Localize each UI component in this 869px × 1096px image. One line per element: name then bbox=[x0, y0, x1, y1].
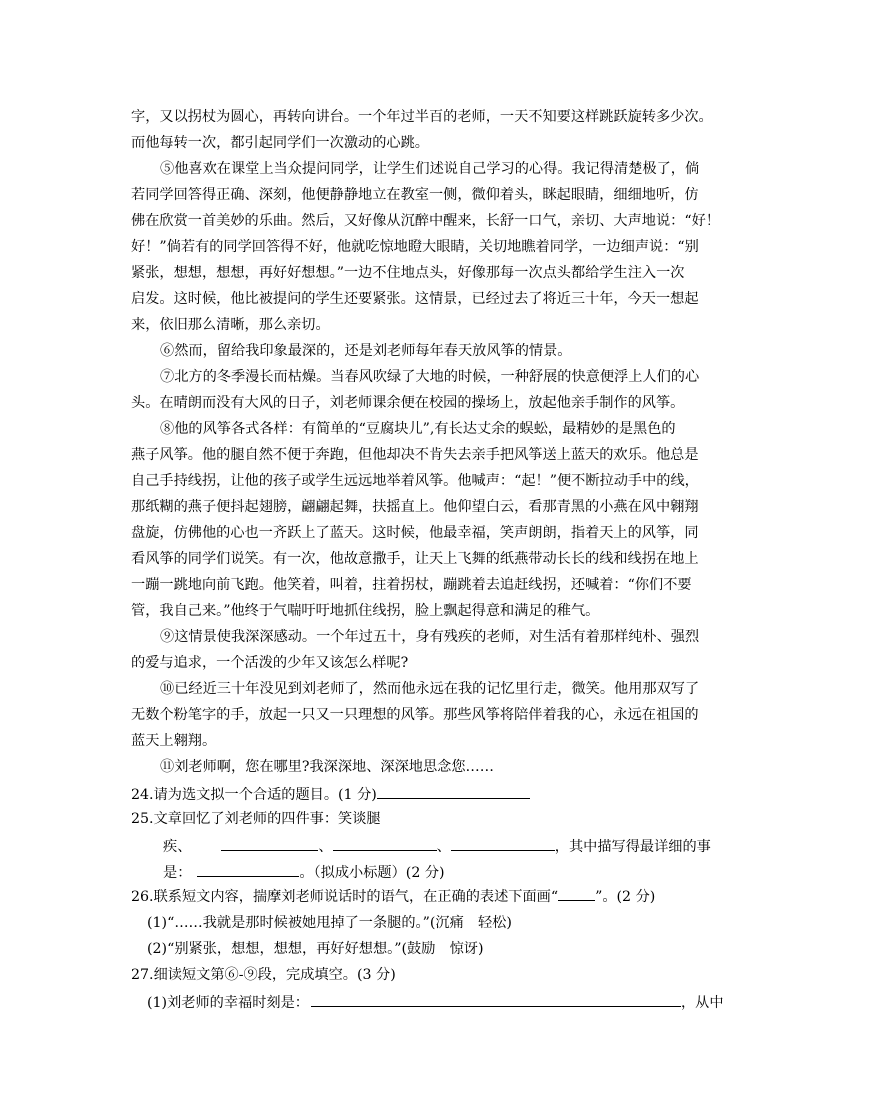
question-24 bbox=[131, 783, 530, 803]
question-25-line2 bbox=[163, 835, 711, 855]
underline-sample bbox=[558, 888, 595, 901]
event-blank-2[interactable] bbox=[333, 835, 437, 851]
passage-line: ⑪刘老师啊，您在哪里?我深深地、深深地思念您…… bbox=[160, 759, 494, 775]
passage-line: 若同学回答得正确、深刻，他便静静地立在教室一侧，微仰着头，眯起眼睛，细细地听，仿 bbox=[131, 187, 699, 203]
question-26-points: ”。(2 分) bbox=[595, 889, 656, 905]
passage-line: 那纸糊的燕子便抖起翅膀，翩翩起舞，扶摇直上。他仰望白云，看那青黑的小燕在风中翱翔 bbox=[131, 499, 699, 515]
question-25-tail: ，其中描写得最详细的事 bbox=[554, 839, 711, 855]
passage-line: ⑤他喜欢在课堂上当众提问同学，让学生们述说自己学习的心得。我记得清楚极了，倘 bbox=[160, 161, 700, 177]
passage-line: 无数个粉笔字的手，放起一只又一只理想的风筝。那些风筝将陪伴着我的心，永远在祖国的 bbox=[131, 707, 699, 723]
passage-line: 而他每转一次，都引起同学们一次激动的心跳。 bbox=[131, 135, 429, 151]
passage-line: 蓝天上翱翔。 bbox=[131, 733, 217, 749]
title-answer-blank[interactable] bbox=[377, 783, 530, 799]
question-27: 27.细读短文第⑥-⑨段，完成填空。(3 分) bbox=[131, 967, 396, 983]
question-26-item-2[interactable]: (2)“别紧张，想想，想想，再好好想想。”(鼓励 惊讶) bbox=[147, 941, 484, 957]
question-25-line3-lead: 是： bbox=[163, 865, 192, 881]
passage-line: 紧张，想想，想想，再好好想想。”一边不住地点头，好像那每一次点头都给学生注入一次 bbox=[131, 265, 685, 281]
passage-line: 佛在欣赏一首美妙的乐曲。然后，又好像从沉醉中醒来，长舒一口气，亲切、大声地说：“好！ bbox=[131, 213, 720, 229]
passage-line: 燕子风筝。他的腿自然不便于奔跑，但他却决不肯失去亲手把风筝送上蓝天的欢乐。他总是 bbox=[131, 447, 699, 463]
question-26 bbox=[131, 887, 655, 907]
passage-line: 头。在晴朗而没有大风的日子，刘老师课余便在校园的操场上，放起他亲手制作的风筝。 bbox=[131, 395, 685, 411]
question-25-line3 bbox=[163, 861, 445, 881]
question-27-item-1-tail: ，从中 bbox=[680, 995, 724, 1011]
question-26-item-1[interactable]: (1)“……我就是那时候被她甩掉了一条腿的。”(沉痛 轻松) bbox=[147, 915, 512, 931]
passage-line: 管，我自己来。”他终于气喘吁吁地抓住线拐，脸上飘起得意和满足的稚气。 bbox=[131, 603, 600, 619]
passage-line: ⑧他的风筝各式各样：有简单的“豆腐块儿”,有长达丈余的蜈蚣，最精妙的是黑色的 bbox=[160, 421, 676, 437]
question-27-item-1 bbox=[147, 991, 724, 1011]
question-24-text: 24.请为选文拟一个合适的题目。(1 分) bbox=[131, 787, 377, 803]
passage-line: 好！”倘若有的同学回答得不好，他就吃惊地瞪大眼睛，关切地瞧着同学，一边细声说：“别 bbox=[131, 239, 699, 255]
passage-line: 字，又以拐杖为圆心，再转向讲台。一个年过半百的老师，一天不知要这样跳跃旋转多少次。 bbox=[131, 109, 713, 125]
most-detailed-event-blank[interactable] bbox=[197, 861, 299, 877]
happy-moment-blank[interactable] bbox=[311, 991, 681, 1007]
passage-line: 一蹦一跳地向前飞跑。他笑着，叫着，拄着拐杖，蹦跳着去追赶线拐，还喊着：“你们不要 bbox=[131, 577, 692, 593]
passage-line: 的爱与追求，一个活泼的少年又该怎么样呢? bbox=[131, 655, 409, 671]
question-27-item-1-lead: (1)刘老师的幸福时刻是： bbox=[147, 995, 309, 1011]
separator: 、 bbox=[318, 839, 333, 855]
question-25-line3-tail: 。（拟成小标题）(2 分) bbox=[299, 865, 445, 881]
passage-line: 盘旋，仿佛他的心也一齐跃上了蓝天。这时候，他最幸福，笑声朗朗，指着天上的风筝，同 bbox=[131, 525, 699, 541]
event-blank-3[interactable] bbox=[451, 835, 555, 851]
passage-line: ⑥然而，留给我印象最深的，还是刘老师每年春天放风筝的情景。 bbox=[160, 343, 572, 359]
passage-line: ⑨这情景使我深深感动。一个年过五十，身有残疾的老师，对生活有着那样纯朴、强烈 bbox=[160, 629, 700, 645]
passage-line: 来，依旧那么清晰，那么亲切。 bbox=[131, 317, 330, 333]
question-25-lead: 疾、 bbox=[163, 839, 192, 855]
passage-line: 启发。这时候，他比被提问的学生还要紧张。这情景，已经过去了将近三十年，今天一想起 bbox=[131, 291, 699, 307]
question-25-line1: 25.文章回忆了刘老师的四件事：笑谈腿 bbox=[131, 811, 381, 827]
passage-line: ⑩已经近三十年没见到刘老师了，然而他永远在我的记忆里行走，微笑。他用那双写了 bbox=[160, 681, 700, 697]
passage-line: 自己手持线拐，让他的孩子或学生远远地举着风筝。他喊声：“起！”便不断拉动手中的线， bbox=[131, 473, 699, 489]
event-blank-1[interactable] bbox=[221, 835, 318, 851]
passage-line: 看风筝的同学们说笑。有一次，他故意撒手，让天上飞舞的纸燕带动长长的线和线拐在地上 bbox=[131, 551, 699, 567]
question-26-text: 26.联系短文内容，揣摩刘老师说话时的语气，在正确的表述下面画“ bbox=[131, 889, 559, 905]
separator: 、 bbox=[436, 839, 451, 855]
passage-line: ⑦北方的冬季漫长而枯燥。当春风吹绿了大地的时候，一种舒展的快意便浮上人们的心 bbox=[160, 369, 700, 385]
